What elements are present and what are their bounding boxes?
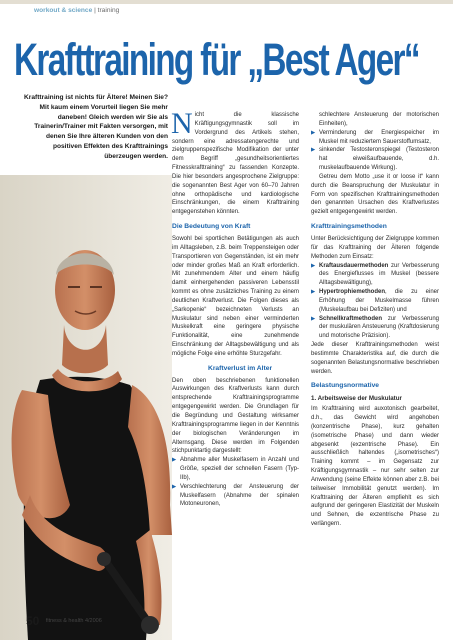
dropcap: N bbox=[171, 107, 193, 140]
page-footer bbox=[26, 612, 102, 630]
page-top-bar bbox=[0, 0, 453, 4]
bullet-list-changes bbox=[172, 456, 299, 509]
paragraph-kraftverlust: Den oben beschriebenen funktionellen Auswirkungen des Kraftverlusts kann durch entsprechende Krafttrainingsprogramme entgegengewirkt werden. Die Grundlagen für die Begründung und Gestaltung wirksamer Krafttrainingsprogramme liegen in der Kenntnis der biologischen Veränderungen im Alternsgang. Diese werden im Folgenden stichpunktartig dargestellt: bbox=[172, 377, 299, 455]
method-name: Hypertrophiemethoden bbox=[319, 289, 386, 296]
article-intro: Krafttraining ist nichts für Ältere! Meinen Sie? Mit kaum einem Vorurteil liegen Sie mehr daneben! Gleich werden wir Sie als Trainerin/Trainer mit Fakten versorgen, mit denen Sie Ihre älteren Kunden von den positiven Effekten des Krafttrainings überzeugen werden. bbox=[24, 94, 168, 160]
section-separator: | bbox=[92, 7, 98, 14]
subheading-belastungsnormative: Belastungsnormative bbox=[311, 382, 380, 390]
list-item: ▶ Abnahme aller Muskelfasern in Anzahl und Größe, speziell der schnellen Fasern (Typ-IIb), bbox=[172, 456, 299, 483]
paragraph-charakteristika: Jede dieser Krafttrainingsmethoden weist bestimmte Charakteristika auf, die durch die sogenannten Belastungsnormative beschrieben werden. bbox=[311, 342, 439, 375]
senior-athlete-photo bbox=[0, 175, 172, 640]
text-column-1 bbox=[171, 107, 299, 509]
list-item bbox=[311, 262, 439, 289]
list-item: ▶ Verminderung der Energiespeicher im Muskel mit reduziertem Sauerstoffumsatz, bbox=[311, 129, 439, 147]
lead-paragraph bbox=[171, 107, 299, 217]
rope-handle-right bbox=[141, 616, 159, 634]
numbered-heading-arbeitsweise: 1. Arbeitsweise der Muskulatur bbox=[311, 395, 402, 403]
method-name: Schnellkraftmethoden bbox=[319, 315, 383, 322]
list-item: ▶ Verschlechterung der Ansteuerung der Muskelfasern (Abnahme der spinalen Motoneuronen, bbox=[172, 483, 299, 510]
lead-paragraph-text: icht die klassische Kräftigungsgymnastik soll im Vordergrund des Artikels stehen, sondern eine adressatengerechte und zielgruppenspezifische Modifikation der unter dem Begriff „gesundheitsorientiertes Fitnesskrafttraining“ zu fassenden Konzepte. Die hier besonders angesprochene Zielgruppe: die sogenannten Best Ager von 60–70 Jahren ohne orthopädische und kardiologische Einschränkungen, die einem Krafttraining entgegenstehen könnten. bbox=[172, 112, 299, 216]
subheading-kraftverlust: Kraftverlust im Alter bbox=[208, 364, 273, 372]
section-header bbox=[34, 7, 119, 14]
bullet-list-changes-continued bbox=[311, 129, 439, 173]
section-name: workout & science bbox=[34, 7, 93, 14]
list-item bbox=[311, 315, 439, 342]
paragraph-methoden-intro: Unter Berücksichtigung der Zielgruppe kommen für das Krafttraining der Älteren folgende Methoden zum Einsatz: bbox=[311, 235, 439, 260]
methods-list bbox=[311, 262, 439, 342]
text-column-2 bbox=[311, 111, 439, 529]
method-text: zur Verbesserung des Energieflusses im Muskel (bessere Alltagsbewältigung), bbox=[319, 262, 439, 287]
list-item bbox=[311, 288, 439, 315]
page-number: 50 bbox=[26, 613, 40, 628]
method-text: zur Verbesserung der muskulären Ansteuerung (Kraftdosierung und motorische Präzision). bbox=[319, 315, 439, 340]
journal-issue: fitness & health 4/2006 bbox=[45, 617, 102, 624]
subsection-name: training bbox=[97, 7, 120, 14]
senior-athlete-illustration bbox=[0, 175, 172, 640]
paragraph-use-it: Getreu dem Motto „use it or loose it“ kann durch die Beanspruchung der Muskulatur in Form von spezifischen Krafttrainingsmethoden den genannten Ursachen des Kraftverlustes gezielt entgegengewirkt werden. bbox=[311, 173, 439, 216]
paragraph-bedeutung-kraft: Sowohl bei sportlichen Betätigungen als auch im Alltagsleben, z.B. beim Treppensteigen oder Transportieren von Gegenständen, ist ein mehr oder minder großes Maß an Kraft erforderlich. Mit zunehmendem Alter und einem häufig damit einhergehenden passiveren Lebensstil kommt es ohne zusätzliches Training zu einem deutlichen Kraftverlust. Die Folgen dieses als „Sarkopenie“ bezeichneten Verlusts an Muskulatur sind neben einer verminderten Muskelkraft eine geringere physische Funktionalität, eine zunehmende Einschränkung der Alltagsbewältigung und als mögliche Folge eine erhöhte Sturzgefahr. bbox=[172, 235, 299, 357]
method-text: , die zu einer Erhöhung der Muskelmasse führen (Muskelaufbau bei Defiziten) und bbox=[319, 289, 439, 313]
subheading-bedeutung-kraft: Die Bedeutung von Kraft bbox=[172, 223, 251, 231]
rope-handle-left bbox=[97, 552, 111, 566]
article-title: Krafttraining für „Best Ager“ bbox=[14, 34, 419, 85]
list-item: ▶ sinkender Testosteronspiegel (Testosteron hat eiweißaufbauende, d.h. muskelaufbauende Wirkung). bbox=[311, 146, 439, 173]
paragraph-arbeitsweise: Im Krafttraining wird auxotonisch gearbeitet, d.h., das Gewicht wird angehoben (konzentrische Phase), kurz gehalten (isometrische Phase) und dann wieder abgesenkt (exzentrische Phase). Ein ausschließlich haltendes („isometrisches“) Training kommt – im Gegensatz zur Kräftigungsgymnastik – nur sehr selten zur Anwendung (seine Effekte können aber z.B. bei teilweiser Immobilität genutzt werden). Im Krafttraining der Älteren empfiehlt es sich aufgrund der geringeren Elastizität der Muskeln und Sehnen, die exzentrische Phase zu verlängern. bbox=[311, 406, 439, 528]
method-name: Kraftausdauermethoden bbox=[319, 262, 389, 269]
subheading-methoden: Krafttrainingsmethoden bbox=[311, 223, 387, 231]
continued-text: schlechtere Ansteuerung der motorischen Einheiten), bbox=[319, 112, 439, 127]
